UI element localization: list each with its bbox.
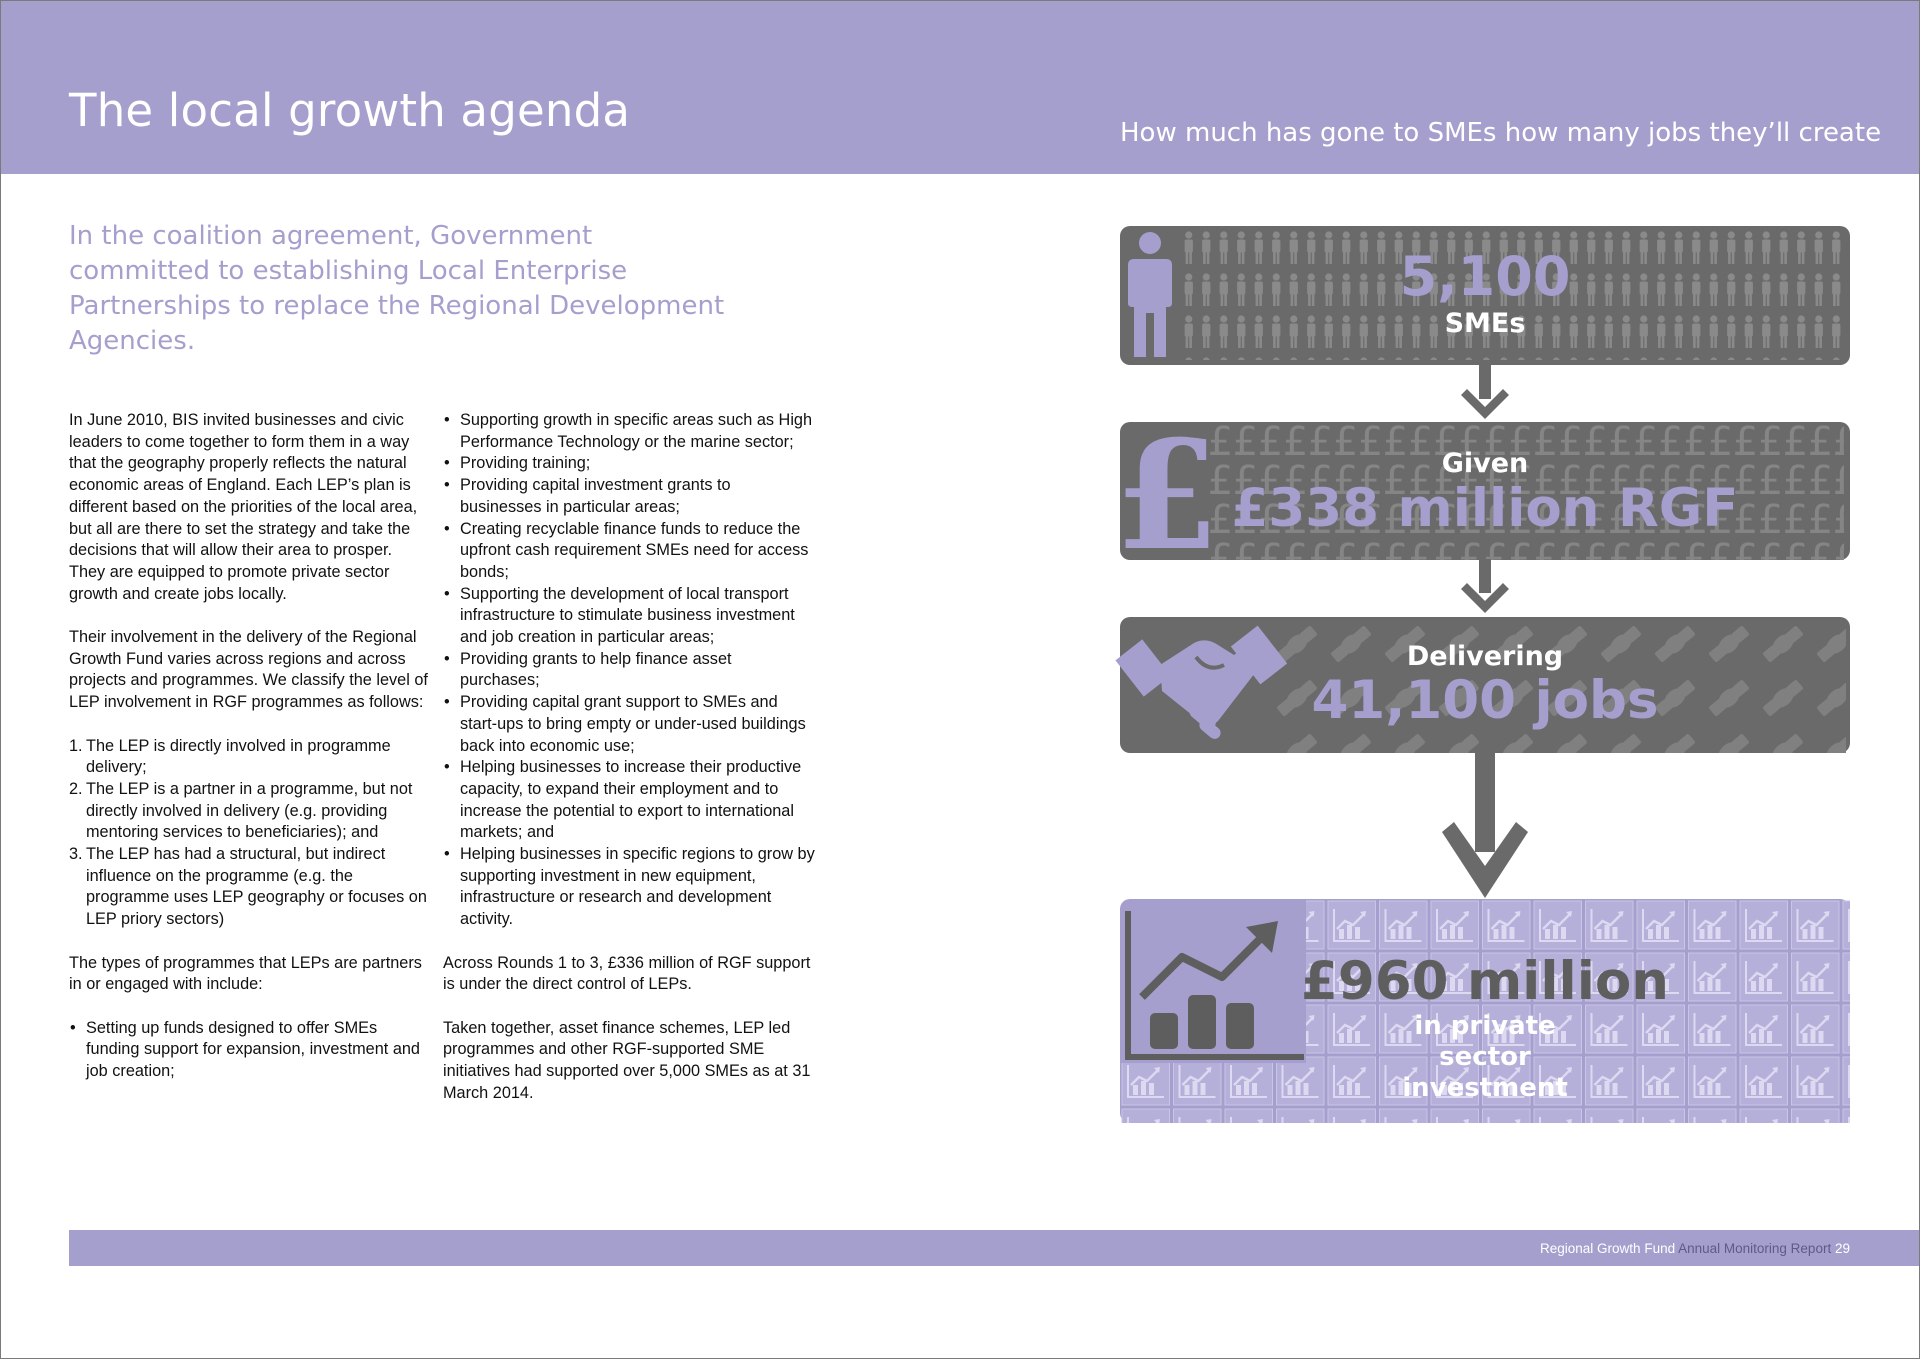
smes-panel [1120, 226, 1850, 365]
list-item: • Supporting the development of local transport infrastructure to stimulate business investment and job creation in particular areas; [443, 584, 815, 649]
rgf-amount: £338 million RGF [1231, 478, 1739, 539]
list-item: • Creating recyclable finance funds to reduce the upfront cash requirement SMEs need for access bonds; [443, 519, 815, 584]
paragraph: The types of programmes that LEPs are partners in or engaged with include: [69, 953, 422, 994]
paragraph: Their involvement in the delivery of the Regional Growth Fund varies across regions and across projects and programmes. We classify the level of LEP involvement in RGF programmes as follows: [69, 628, 428, 712]
list-item: • Providing training; [443, 453, 815, 475]
list-item: • Helping businesses to increase their productive capacity, to expand their employment and to increase the potential to export to international markets; and [443, 757, 815, 844]
investment-label: in private sector investment [1402, 1011, 1568, 1103]
page-title: The local growth agenda [69, 84, 631, 137]
programme-types-list [69, 1018, 431, 1083]
list-item: • Providing capital investment grants to businesses in particular areas; [443, 475, 815, 518]
paragraph: In June 2010, BIS invited businesses and civic leaders to come together to form them in a way that the geography properly reflects the natural economic areas of England. Each LEP’s plan is different based on the priorities of the local area, but all are there to set the strategy and take the decisions that will allow their area to prosper. They are equipped to promote private sector growth and create jobs locally. [69, 411, 418, 603]
svg-text:£: £ [1114, 408, 1220, 584]
down-arrow-icon [1459, 559, 1511, 617]
footer-caption [1540, 1241, 1850, 1256]
down-arrow-icon [1459, 365, 1511, 423]
intro-statement: In the coalition agreement, Government committed to establishing Local Enterprise Partnerships to replace the Regional Development Agencies. [69, 221, 725, 356]
paragraph: Taken together, asset finance schemes, LEP led programmes and other RGF-supported SME initiatives had supported over 5,000 SMEs as at 31 March 2014. [443, 1018, 811, 1102]
jobs-count: 41,100 jobs [1311, 670, 1659, 731]
jobs-panel [1120, 617, 1850, 753]
footer-band [69, 1230, 1920, 1266]
jobs-label: Delivering [1406, 641, 1564, 672]
down-arrow-icon [1440, 752, 1530, 900]
list-item: 2. The LEP is a partner in a programme, but not directly involved in delivery (e.g. providing mentoring services to beneficiaries); and [69, 779, 413, 842]
list-item: 3. The LEP has had a structural, but indirect influence on the programme (e.g. the programme uses LEP geography or focuses on LEP priory sectors) [69, 845, 427, 929]
rgf-panel [1114, 408, 1850, 584]
list-item: • Providing grants to help finance asset purchases; [443, 649, 815, 692]
list-item: • Providing capital grant support to SMEs and start-ups to bring empty or under-used buildings back into economic use; [443, 692, 815, 757]
investment-amount: £960 million [1301, 951, 1669, 1012]
list-item: 1. The LEP is directly involved in programme delivery; [69, 736, 391, 777]
publication-name: Regional Growth Fund [1540, 1241, 1676, 1256]
left-text-column [69, 410, 431, 1104]
smes-count: 5,100 [1399, 245, 1571, 308]
report-name: Annual Monitoring Report [1678, 1241, 1832, 1256]
involvement-levels-list [69, 736, 431, 931]
list-item: • Setting up funds designed to offer SMEs funding support for expansion, investment and job creation; [69, 1018, 431, 1083]
smes-label: SMEs [1444, 308, 1526, 339]
right-text-column [443, 410, 815, 1126]
list-item: • Supporting growth in specific areas such as High Performance Technology or the marine sector; [443, 410, 815, 453]
investment-panel [1120, 899, 1850, 1123]
page-subtitle: How much has gone to SMEs how many jobs they’ll create [1120, 118, 1882, 148]
list-item: • Helping businesses in specific regions to grow by supporting investment in new equipment, infrastructure or research and development activity. [443, 844, 815, 931]
paragraph: Across Rounds 1 to 3, £336 million of RGF support is under the direct control of LEPs. [443, 953, 811, 994]
rgf-label: Given [1441, 448, 1529, 479]
header-band [0, 0, 1920, 174]
page-number: 29 [1834, 1241, 1850, 1256]
programme-types-list-continued [443, 410, 815, 931]
